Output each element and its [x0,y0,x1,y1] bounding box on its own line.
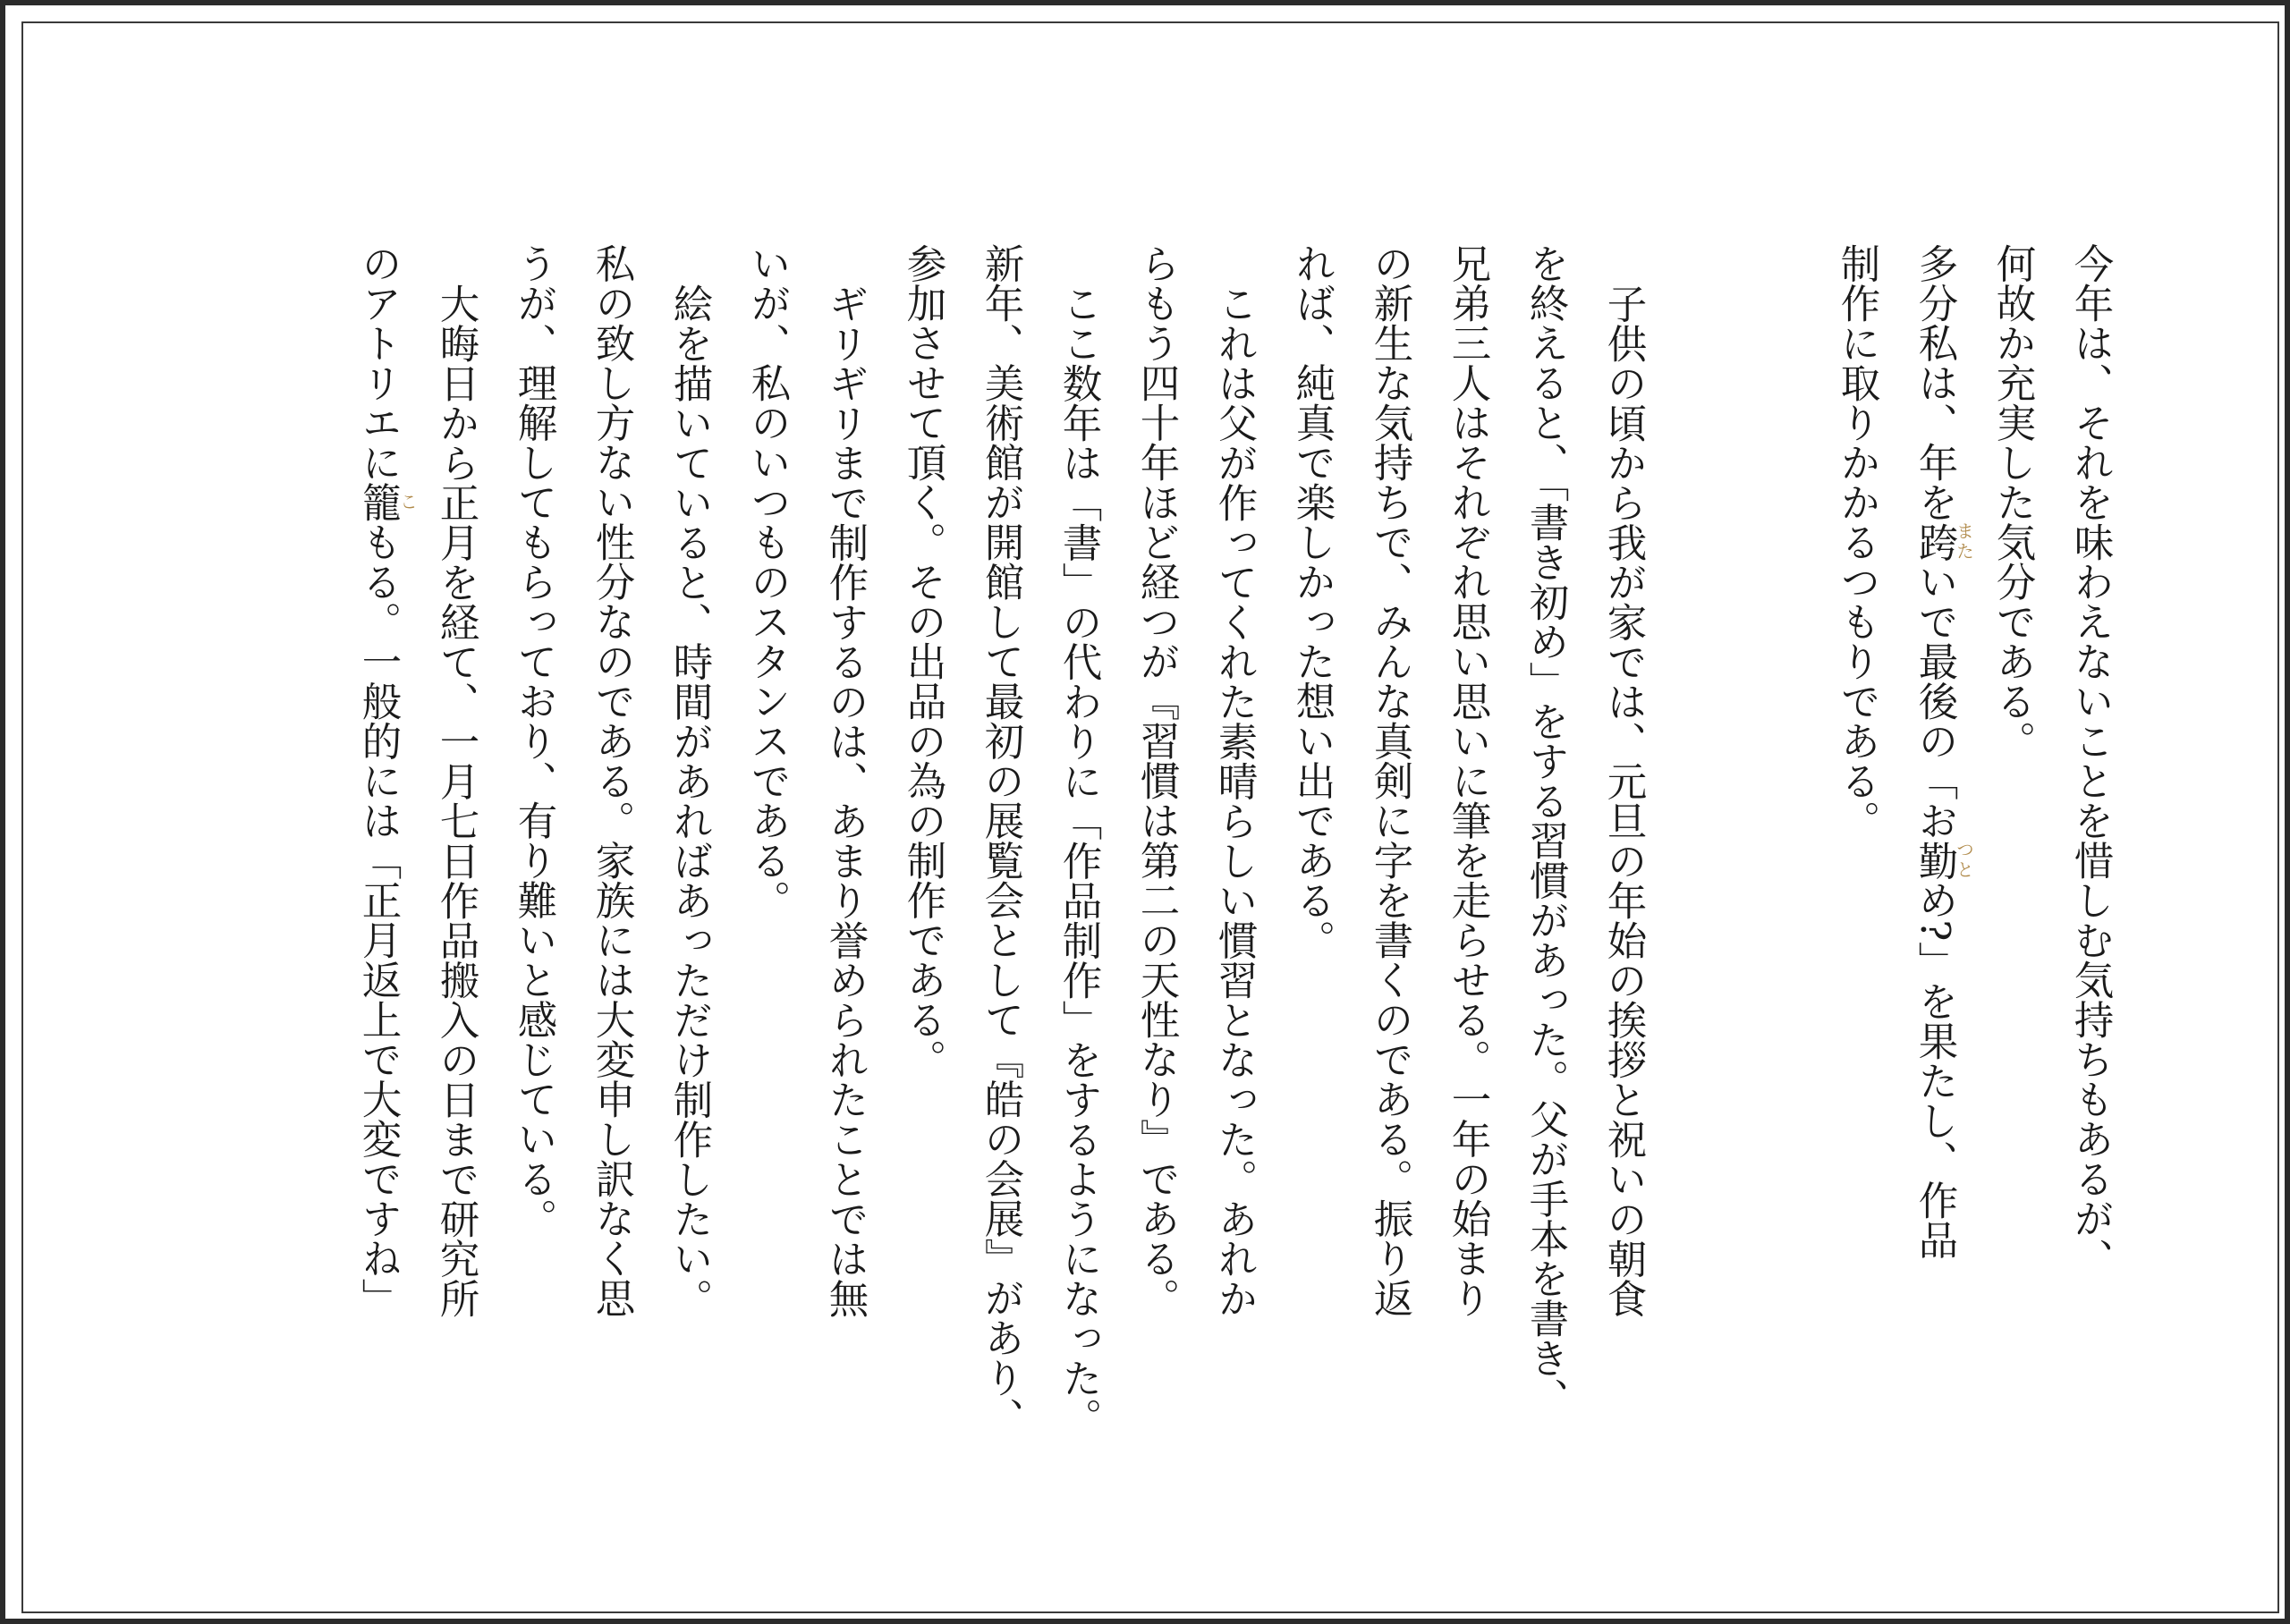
paragraph-gap [1662,243,1818,1452]
text-line: 参加させて頂く。その出品の為の制作である。 [900,243,946,1079]
text-line: れば、純真で楽しかった想い出である。 [1289,243,1335,960]
text-line: ギリギリまで制作するのは、あまり誉められたことでは無 [822,283,868,1318]
ruby-reading: つと [1953,840,1975,880]
text-segment: 多分私は、年を [1912,243,1957,522]
text-line [1896,243,1973,1452]
text-segment: め?」を果たし、作品 [1912,880,1957,1260]
text-line: らもう四十年ほど経つが『習慣は第二の天性なり』である。 [1133,243,1179,1318]
text-line: 新年、美術館が開館して最初の展覧会として『皓の会展』があり、 [978,243,1023,1437]
text-line: 大晦日から正月を経て、一月七日作品搬入の日まで研究所 [433,283,479,1318]
text-line: 今年は、それを味わえないことを惜しむ気持ちもあるが、 [2067,243,2113,1278]
text-segment: いで最後の「お [1912,562,1957,841]
text-line: 私の致し方ない性分なのである。家族には大変申し訳なく思 [589,243,634,1318]
text-line: うが、理解してもらっており、有り難いと感じている。 [511,243,556,1239]
ruby-word: 勤つと [1912,840,1975,880]
vertical-text-body [339,243,2129,1452]
ruby-reading: また [1953,521,1975,562]
text-line: 何故か充実した気分である。 [1989,243,2035,761]
text-segment: もる。一般的には「正月返上で大変ですね」 [355,521,401,1318]
text-line: ここ数年は「書」の代わりに「作品制作」をするようになった。 [1056,283,1101,1437]
ruby-reading: こ [396,482,419,522]
text-line: これは父が作ってくれた素晴らしい慣習となった。あれか [1211,283,1257,1318]
text-line: いが、私のいつものスタンスである。 [744,243,790,920]
text-line: 兄弟三人はそれぞれ思い思いに筆を走らせる。一年の始まり [1445,243,1490,1318]
text-line: 絵を描いていると、時間があればあっただけ制作したい。 [666,283,712,1318]
text-line: を終えると、「書き初め」をする習慣があった。父が手本を書き、 [1522,243,1568,1417]
ruby-word: 跨また [1912,521,1975,562]
text-line [339,243,417,1452]
text-line: の新生な気持ちで、みんな真剣に字を書くのである。振り返 [1367,243,1412,1318]
ruby-word: 籠こ [355,482,419,522]
text-segment: のアトリエに [355,243,401,482]
text-line: 子供の頃から我が家では、元旦の年始の挨拶と祝いの朝食 [1600,283,1646,1318]
text-line: 制作に取りかかるつもりである。 [1834,243,1879,841]
